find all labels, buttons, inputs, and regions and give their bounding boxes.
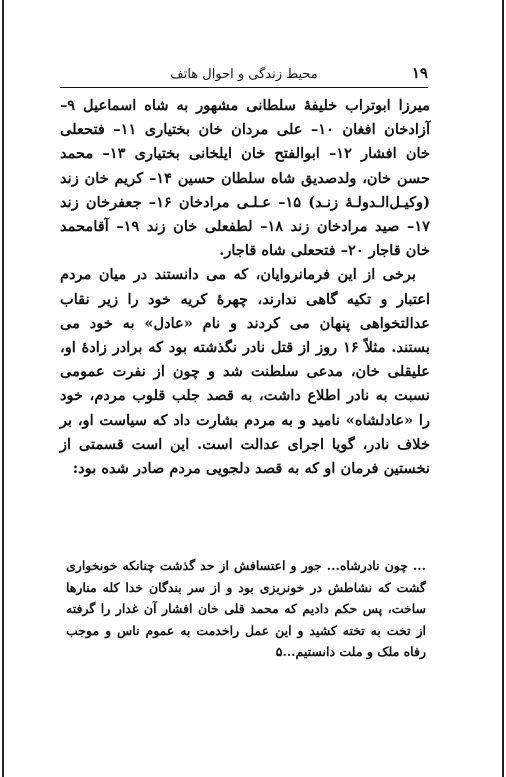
- page-number: ۱۹: [411, 64, 428, 82]
- page-left-edge: [2, 0, 4, 777]
- running-title: محیط زندگی و احوال هاتف: [170, 67, 318, 82]
- paragraph-1: میرزا ابوتراب خلیفهٔ سلطانی مشهور به شاه اسماعیل ۹– آزادخان افغان ۱۰– علی مردان خان بختیاری ۱۱– فتحعلی خان افشار ۱۲– ابوالفتح خان ایلخانی بختیاری ۱۳– محمد حسن خان، ولدصدیق شاه سلطان حسین ۱۴– کریم خان زند (وکیـل‌الـدولـهٔ زنـد) ۱۵– عـلـی مرادخان ۱۶– جعفرخان زند ۱۷– صید مرادخان زند ۱۸– لطفعلی خان زند ۱۹– آقامحمد خان قاجار ۲۰– فتحعلی شاه قاجار.: [60, 97, 431, 260]
- main-text: [60, 94, 430, 481]
- quoted-decree: ... چون نادرشاه... جور و اعتسافش از حد گذشت چنانکه خونخواری گشت که نشاطش در خونریزی بود و از سر بندگان خدا کله منارها ساخت، پس حکم دادیم که محمد قلی خان افشار آن غدار را گرفته از تخت به تخته کشید و این عمل راخدمت به عموم ناس و موجب رفاه ملک و ملت دانستیم...۵: [66, 558, 426, 659]
- page-right-edge: [502, 0, 504, 777]
- page-header: [60, 60, 428, 88]
- header-rule: [60, 87, 428, 88]
- paragraph-2: برخی از این فرمانروایان، که می دانستند در میان مردم اعتبار و تکیه گاهی ندارند، چهرهٔ کریه خود را زیر نقاب عدالتخواهی پنهان می کردند و نام «عادل» به خود می بستند. مثلاً ۱۶ روز از قتل نادر نگذشته بود که برادر زادهٔ او، علیقلی خان، مدعی سلطنت شد و چون از نفرت عمومی نسبت به نادر اطلاع داشت، به قصد جلب قلوب مردم، خود را «عادلشاه» نامید و به مردم بشارت داد که سیاست او، بر خلاف نادر، گویا اجرای عدالت است. این است قسمتی از نخستین فرمان او که به قصد دلجویی مردم صادر شده بود:: [60, 266, 430, 478]
